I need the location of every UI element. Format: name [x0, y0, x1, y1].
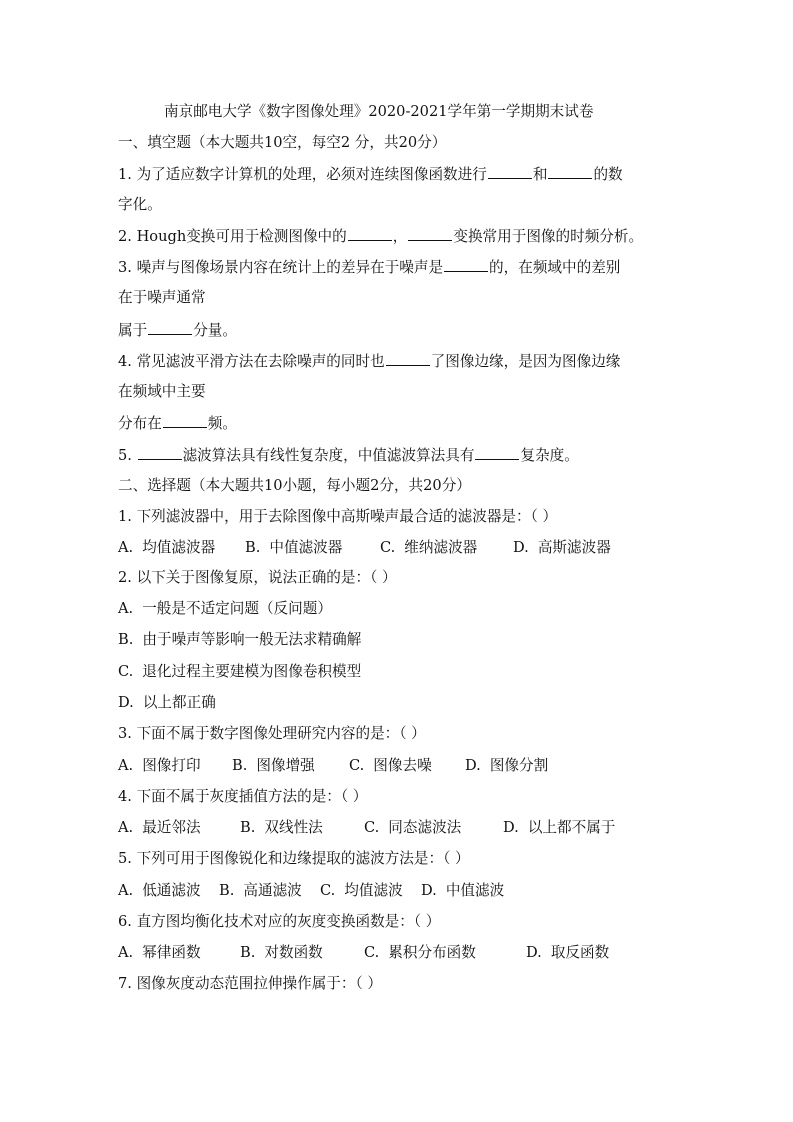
fill-question-5 — [118, 446, 579, 465]
choice-option: C. 退化过程主要建模为图像卷积模型 — [118, 663, 362, 680]
question-text: 属于 — [118, 322, 148, 339]
blank — [408, 227, 452, 241]
question-text: 4. 常见滤波平滑方法在去除噪声的同时也 — [118, 353, 385, 370]
choice-option: B. 中值滤波器 — [245, 539, 343, 556]
choice-option: C. 均值滤波 — [320, 882, 403, 899]
choice-option: A. 低通滤波 — [118, 882, 201, 899]
question-text: 了图像边缘，是因为图像边缘 — [430, 353, 621, 370]
fill-question-4-cont: 在频域中主要 — [118, 383, 206, 400]
choice-option: A. 均值滤波器 — [118, 539, 216, 556]
question-text: 复杂度。 — [520, 447, 579, 464]
fill-question-1 — [118, 165, 623, 184]
blank — [386, 352, 430, 366]
question-text: 的，在频域中的差别 — [489, 259, 621, 276]
question-text: 和 — [532, 166, 548, 183]
question-text: 滤波算法具有线性复杂度，中值滤波算法具有 — [182, 447, 475, 464]
choice-option: C. 维纳滤波器 — [380, 539, 478, 556]
choice-option: C. 同态滤波法 — [364, 819, 462, 836]
choice-question-7-stem: 7. 图像灰度动态范围拉伸操作属于：（ ） — [118, 975, 382, 992]
choice-option: D. 高斯滤波器 — [513, 539, 611, 556]
choice-question-5-stem: 5. 下列可用于图像锐化和边缘提取的滤波方法是：（ ） — [118, 850, 470, 867]
section2-header: 二、选择题（本大题共10小题，每小题2分，共20分） — [118, 477, 471, 494]
choice-option: A. 幂律函数 — [118, 944, 201, 961]
fill-question-3-cont: 在于噪声通常 — [118, 289, 206, 306]
choice-option: D. 图像分割 — [465, 757, 549, 774]
fill-question-3-cont2 — [118, 321, 237, 340]
choice-option: D. 以上都不属于 — [503, 819, 616, 836]
blank — [548, 165, 592, 179]
question-text: 3. 噪声与图像场景内容在统计上的差异在于噪声是 — [118, 259, 444, 276]
choice-option: B. 图像增强 — [232, 757, 315, 774]
choice-option: B. 高通滤波 — [219, 882, 302, 899]
choice-option: A. 图像打印 — [118, 757, 201, 774]
question-text: 分布在 — [118, 415, 162, 432]
fill-question-3 — [118, 258, 620, 277]
choice-option: B. 由于噪声等影响一般无法求精确解 — [118, 631, 362, 648]
fill-question-1-cont: 字化。 — [118, 196, 162, 213]
choice-option: B. 双线性法 — [240, 819, 323, 836]
choice-question-3-stem: 3. 下面不属于数字图像处理研究内容的是：（ ） — [118, 725, 426, 742]
question-text: 变换常用于图像的时频分析。 — [453, 228, 644, 245]
question-text: 的数 — [593, 166, 623, 183]
fill-question-2 — [118, 227, 643, 246]
choice-option: D. 取反函数 — [526, 944, 610, 961]
question-text: 2. Hough变换可用于检测图像中的 — [118, 228, 347, 245]
question-text: 1. 为了适应数字计算机的处理，必须对连续图像函数进行 — [118, 166, 487, 183]
fill-question-4 — [118, 352, 620, 371]
question-text: 频。 — [207, 415, 237, 432]
blank — [138, 446, 182, 460]
blank — [444, 258, 488, 272]
section1-header: 一、填空题（本大题共10空，每空2 分，共20分） — [118, 134, 447, 151]
choice-question-1-stem: 1. 下列滤波器中，用于去除图像中高斯噪声最合适的滤波器是：（ ） — [118, 508, 558, 525]
choice-question-2-stem: 2. 以下关于图像复原，说法正确的是：（ ） — [118, 569, 397, 586]
choice-question-6-stem: 6. 直方图均衡化技术对应的灰度变换函数是：（ ） — [118, 913, 441, 930]
question-text: 分量。 — [193, 322, 237, 339]
page-title: 南京邮电大学《数字图像处理》2020-2021学年第一学期期末试卷 — [164, 103, 594, 120]
blank — [163, 414, 207, 428]
choice-option: C. 图像去噪 — [349, 757, 432, 774]
choice-option: D. 以上都正确 — [118, 694, 216, 711]
choice-option: C. 累积分布函数 — [364, 944, 476, 961]
choice-option: A. 一般是不适定问题（反问题） — [118, 600, 332, 617]
fill-question-4-cont2 — [118, 414, 237, 433]
blank — [475, 446, 519, 460]
question-text: 5. — [118, 447, 137, 464]
blank — [148, 321, 192, 335]
choice-option: A. 最近邻法 — [118, 819, 201, 836]
choice-option: B. 对数函数 — [240, 944, 323, 961]
blank — [348, 227, 392, 241]
blank — [488, 165, 532, 179]
choice-question-4-stem: 4. 下面不属于灰度插值方法的是：（ ） — [118, 788, 368, 805]
choice-option: D. 中值滤波 — [421, 882, 505, 899]
question-text: ， — [392, 228, 408, 245]
